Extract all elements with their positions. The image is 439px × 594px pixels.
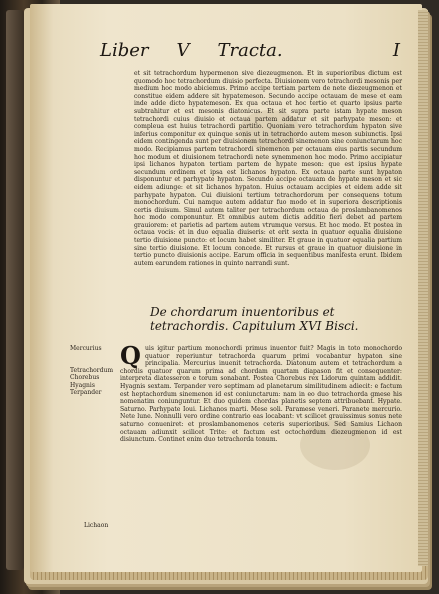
folio-number: I (392, 40, 400, 61)
header-tracta: Tracta. (217, 40, 283, 61)
margin-note-bottom: Lichaon (84, 522, 109, 529)
text-block-upper (134, 70, 402, 267)
margin-note: Mercurius (70, 345, 102, 352)
header-book-number: V (176, 40, 190, 61)
margin-note: Chorebus (70, 374, 100, 382)
margin-note: Hyagnis (70, 381, 95, 389)
drop-cap-initial: Q (120, 341, 141, 370)
margin-note: Tetrachordum (70, 366, 114, 374)
binding-strip (6, 10, 24, 570)
paragraph-1: et sit tetrachordum hypermenon sive diezeugmenon. Et in superioribus dictum est quomodo hoc tetrachordum diuisio perfecta. Diuisionem vero tetrachordi mesonis per medium hoc modo abiciemus. Primo accipe tertiam partem de nete diezeugmenon et constitue eidem addere sit hypatemeson. Secundo accipe octauam de mese et eam inde adde dicto hypatemeson. Ex qua octaua et hoc tertio et quarto ipsius parte subtrahitur et est mesonis diatonicus. Et sit supra parte istam hypate meson tetrachordi cuius diuisio et octaua partem addatur et sit parhypate meson: et compleua est huius tetrachordi partitio. Quoniam vero tetrachordum hypaton sive inferius componitur ex quinque sonis ut in tetrachordo autem meson subiunctis. Ipsi eidem contingenda sunt per diuisionem tetrachordi sinemenon sine coniunctarum hoc modo. Recipiamus partem tetrachordi sinemenon per octauam eius partis secundum hoc modum et diuisionem tetrachordi nete synemmenon hoc modo. Primo accipiatur ipsi lichanos hypaton tertiam partem de hypate meson: que est ipsius hypate secundum ordinem et ipsa est lichanos hypaton. Ex octaua parte sunt hypaton disponuntur et parhypate hypaton. Secundo accipe octauam de hypate meson et sic eidem adiunge: et sit lichanos hypaton. Huius octauam accipies et eidem adde sit parhypate hypaton. Cui diuisioni tertium tetrachordorum per consequens totum monochordum. Cui namque autem addatur fuo modo et in superiora descriptionis certis diuisum. Simul autem taliter per tetrachordum octaua de proslambanomenos hoc modo componuntur. Et omnibus autem dictis additio fieri debet ad partem grauiorem: et parietis ad partem autem vtrumque versus. Et hoc modo. Et postea in octaua vocis: et in duo equalia diuiseris: et erit sexta in quatuor equalia diuisione tertio diuisione puncto: et locum habet similiter. Et graue in quatuor equalia partium sine tertio diuisione. Et locum concede. Et rursus et graue in quatuor diuisione in tertio puncto diuisionis accipe. Earum officia in sequentibus manifesta erunt. Ibidem autem earundem rationes in quinto narrandi sunt. (134, 70, 402, 267)
text-block-lower (120, 341, 402, 444)
header-liber: Liber (100, 40, 149, 61)
chapter-heading: De chordarum inuentoribus et tetrachordis. Capitulum XVI Bisci. (150, 305, 359, 333)
margin-note: Terpander (70, 389, 102, 397)
margin-notes (70, 345, 124, 397)
page-edges-right (418, 10, 428, 566)
paragraph-2: uis igitur partium monochordi primus inuentor fuit? Magis in toto monochordo quatuor reperiuntur tetrachorda quarum primi vocabantur hypaton sine principalia. Mercurius inuenit tetrachorda. Diatonum autem et tetrachordum a chordis quatuor quarum prima ad chordam quartam diapason fit et consequenter: interpreta diatesseron e torum sonabant. Postea Chorebus rex Lidorum quintam addidit. Hyagnis sextam. Terpander vero septimam ad planetarum similitudinem adiecit: e factum est heptachordum sinemenon id est coniunctarum: nam in eo duo tetrachorda gmese his nomenatim coniunguntur. Et duo quidem chordas planetis septem attribuebant. Hypate. Saturno. Parhypate Ioui. Lichanos marti. Mese soli. Paramese veneri. Paranete mercurio. Nete lune. Nonnulli vero ordine contrario eas locabant: vt scilicet grauissimus sonus nete saturno conueniret: et proslambanomenos ceteris superioribus. Sed Samius Lichaon octauam adiunxit scilicet Trite: et factum est octochordum diezeugmenon id est disiunctum. Continet enim duo tetrachorda tonum. (120, 345, 402, 444)
running-header (100, 40, 400, 64)
